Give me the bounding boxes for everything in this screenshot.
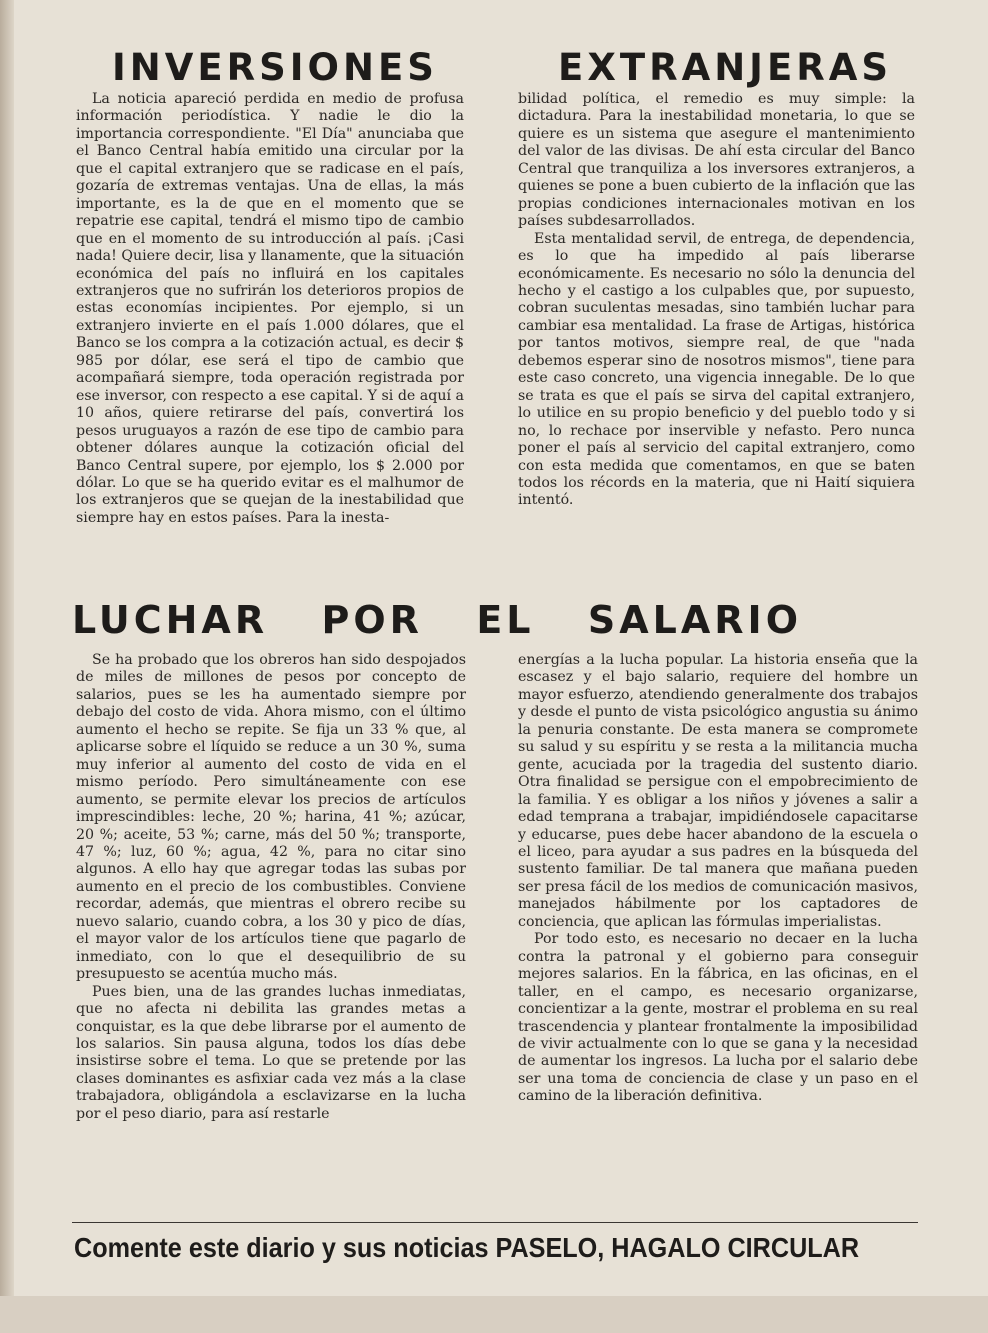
- headline-word: POR: [321, 598, 423, 642]
- headline-inversiones-extranjeras: [112, 46, 892, 96]
- article2-paragraph: Pues bien, una de las grandes luchas inmediatas, que no afecta ni debilita las grandes metas a conquistar, es la que debe librarse por el aumento de los salarios. Sin pausa alguna, todos los días debe insistirse sobre el tema. Lo que se pretende por las clases dominantes es asfixiar cada vez más a la clase trabajadora, obligándola a esclavizarse en la lucha por el peso diario, para así restarle: [76, 983, 466, 1122]
- article1-paragraph: bilidad política, el remedio es muy simple: la dictadura. Para la inestabilidad monetaria, lo que se quiere es un sistema que asegure el mantenimiento del valor de las divisas. De ahí esta circular del Banco Central que tranquiliza a los inversores extranjeros, a quienes se pone a buen cubierto de la inflación que las propias condiciones internacionales motivan en los países subdesarrollados.: [518, 91, 915, 230]
- headline-word: EL: [476, 598, 535, 642]
- article1-column-right: [518, 91, 915, 601]
- headline-word: LUCHAR: [72, 598, 269, 642]
- article2-paragraph: energías a la lucha popular. La historia enseña que la escasez y el bajo salario, requiere del hombre un mayor esfuerzo, atendiendo generalmente dos trabajos y desde el punto de vista psicológico angustia su ánimo la penuria constante. De esta manera se compromete su salud y su espíritu y se resta a la militancia mucha gente, acuciada por la tragedia del sustento diario. Otra finalidad se persigue con el empobrecimiento de la familia. Y es obligar a los niños y jóvenes a salir a edad temprana a trabajar, impidiéndosele capacitarse y educarse, pues debe hacer abandono de la escuela o el liceo, para ayudar a sus padres en la búsqueda del sustento familiar. De tal manera que mañana pueden ser presa fácil de los medios de comunicación masivos, manejados hábilmente por los captadores de conciencia, que aplican las fórmulas imperialistas.: [518, 652, 918, 930]
- article1-column-left: [76, 91, 464, 601]
- page-edge-shadow: [0, 0, 14, 1333]
- footer-slogan: Comente este diario y sus noticias PASELO, HAGALO CIRCULAR: [74, 1232, 860, 1263]
- footer-divider: [72, 1222, 918, 1223]
- headline-word: INVERSIONES: [112, 46, 438, 89]
- headline-word: SALARIO: [587, 598, 802, 642]
- article1-paragraph: La noticia apareció perdida en medio de profusa información periodística. Y nadie le dio la importancia correspondiente. "El Día" anunciaba que el Banco Central había emitido una circular por la que el capital extranjero que se radicase en el país, gozaría de extremas ventajas. Una de ellas, la más importante, es la de que en el momento que se repatrie ese capital, tendrá el mismo tipo de cambio que en el momento de su introducción al país. ¡Casi nada! Quiere decir, lisa y llanamente, que la situación económica del país no influirá en los capitales extranjeros que no sufrirán los deterioros propios de estas economías incipientes. Por ejemplo, si un extranjero invierte en el país 1.000 dólares, que el Banco se los compra a la cotización actual, es decir $ 985 por dólar, ese será el tipo de cambio que acompañará siempre, toda operación registrada por ese inversor, con respecto a ese capital. Y si de aquí a 10 años, quiere retirarse del país, convertirá los pesos uruguayos a razón de ese tipo de cambio para obtener dólares aunque la cotización oficial del Banco Central supere, por ejemplo, los $ 2.000 por dólar. Lo que se ha querido evitar es el malhumor de los extranjeros que se quejan de la inestabilidad que siempre hay en estos países. Para la inesta-: [76, 91, 464, 526]
- page-bottom-margin: [0, 1296, 988, 1333]
- headline-luchar-por-el-salario: [72, 598, 802, 648]
- article2-column-left: [76, 652, 466, 1212]
- article2-paragraph: Se ha probado que los obreros han sido despojados de miles de millones de pesos por concepto de salarios, pues se les ha aumentado siempre por debajo del costo de vida. Ahora mismo, con el último aumento el hecho se repite. Se fija un 33 % que, al aplicarse sobre el líquido se reduce a un 30 %, suma muy inferior al aumento del costo de vida en el mismo período. Pero simultáneamente con ese aumento, se permite elevar los precios de artículos imprescindibles: leche, 20 %; harina, 41 %; azúcar, 20 %; aceite, 53 %; carne, más del 50 %; transporte, 47 %; luz, 60 %; agua, 42 %, para no citar sino algunos. A ello hay que agregar todas las subas por aumento en el precio de los combustibles. Conviene recordar, además, que mientras el obrero recibe su nuevo salario, cuando cobra, a los 30 y pico de días, el mayor valor de los artículos tiene que pagarlo de inmediato, con lo que el desequilibrio de su presupuesto se acentúa mucho más.: [76, 652, 466, 983]
- article2-paragraph: Por todo esto, es necesario no decaer en la lucha contra la patronal y el gobierno para conseguir mejores salarios. En la fábrica, en las oficinas, en el taller, en el campo, es necesario organizarse, concientizar a la gente, mostrar el problema en su real trascendencia y plantear frontalmente la imposibilidad de vivir actualmente con lo que se gana y la necesidad de aumentar los ingresos. La lucha por el salario debe ser una toma de conciencia de clase y un paso en el camino de la liberación definitiva.: [518, 931, 918, 1105]
- headline-word: EXTRANJERAS: [558, 46, 892, 89]
- article2-column-right: [518, 652, 918, 1212]
- article1-paragraph: Esta mentalidad servil, de entrega, de dependencia, es lo que ha impedido al país liberarse económicamente. Es necesario no sólo la denuncia del hecho y el castigo a los culpables que, por supuesto, cobran suculentas mesadas, sino también luchar para cambiar esa mentalidad. La frase de Artigas, histórica por tantos motivos, siempre real, de que "nada debemos esperar sino de nosotros mismos", tiene para este caso concreto, una vigencia innegable. De lo que se trata es que el país se sirva del capital extranjero, lo utilice en su propio beneficio y del pueblo todo y si no, lo rechace por inservible y nefasto. Pero nunca poner el país al servicio del capital extranjero, como con esta medida que comentamos, en que se baten todos los récords en la materia, que ni Haití siquiera intentó.: [518, 230, 915, 509]
